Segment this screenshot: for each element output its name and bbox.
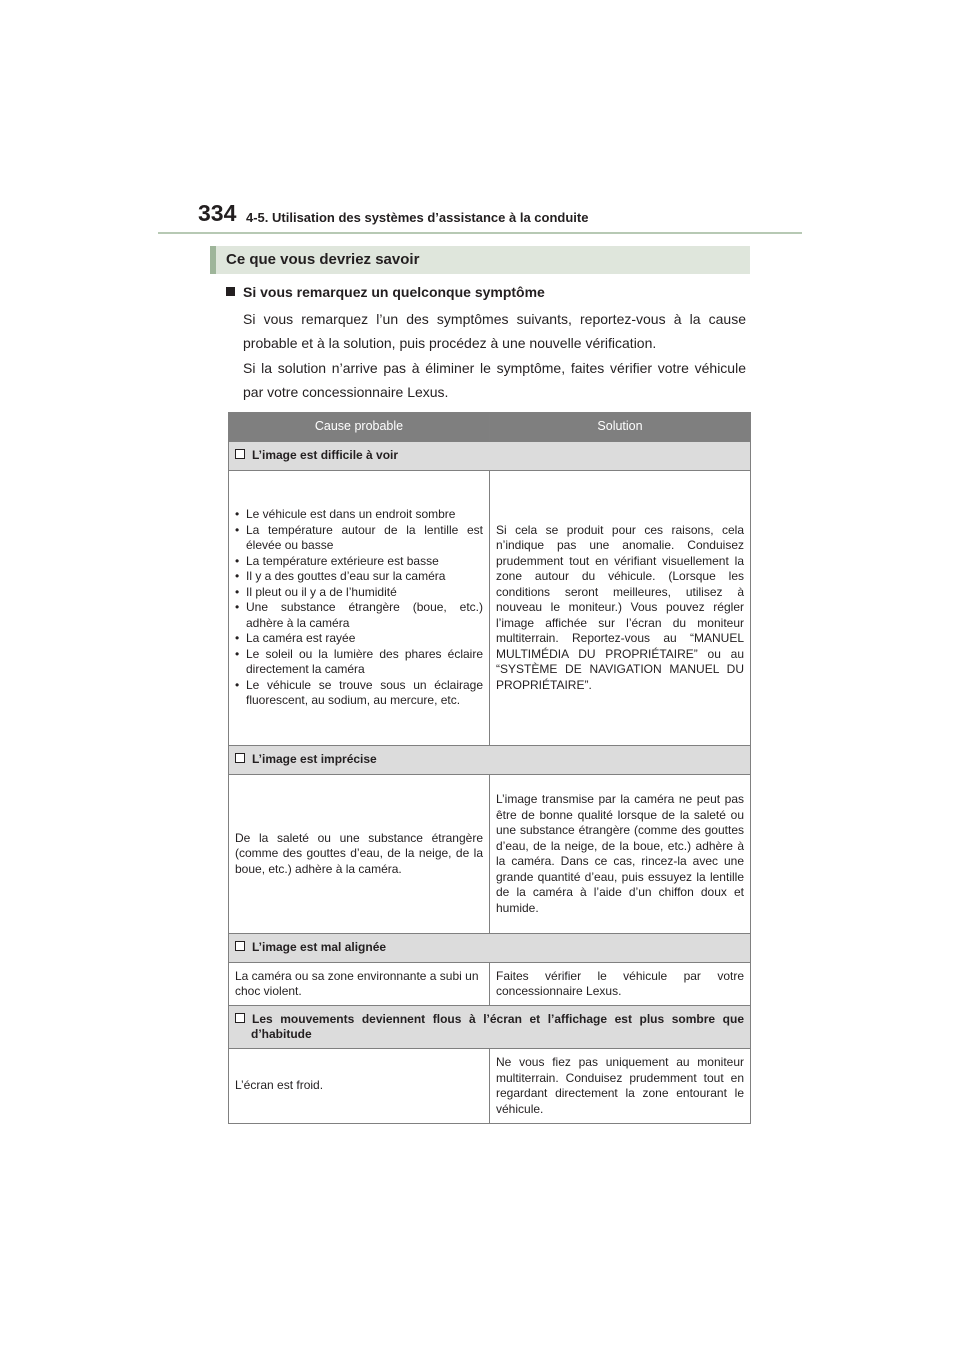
list-item: • Le véhicule se trouve sous un éclairage fluorescent, au sodium, au mercure, etc. bbox=[235, 678, 483, 709]
checkbox-icon bbox=[235, 753, 245, 763]
table-row bbox=[229, 1049, 751, 1124]
column-header-solution: Solution bbox=[490, 413, 751, 442]
paragraph: Si la solution n’arrive pas à éliminer le symptôme, faites vérifier votre véhicule par votre concessionnaire Lexus. bbox=[243, 360, 746, 400]
paragraph: Si vous remarquez l’un des symptômes suivants, reportez-vous à la cause probable et à la solution, puis procédez à une nouvelle vérification. bbox=[243, 311, 746, 351]
section-title-text: L’image est imprécise bbox=[252, 752, 377, 767]
list-item: • La température extérieure est basse bbox=[235, 554, 483, 570]
info-box bbox=[210, 246, 750, 274]
square-bullet-icon bbox=[226, 287, 235, 296]
section-title-text: Les mouvements deviennent flous à l’écran et l’affichage est plus sombre que d’habitude bbox=[251, 1011, 744, 1041]
list-item: • La température autour de la lentille est élevée ou basse bbox=[235, 523, 483, 554]
table-row bbox=[229, 775, 751, 934]
list-item: • Le véhicule est dans un endroit sombre bbox=[235, 507, 483, 523]
table-row bbox=[229, 963, 751, 1006]
list-item: • Le soleil ou la lumière des phares éclaire directement la caméra bbox=[235, 647, 483, 678]
troubleshooting-table bbox=[228, 412, 751, 1124]
column-header-cause: Cause probable bbox=[229, 413, 490, 442]
solution-cell: Si cela se produit pour ces raisons, cela n’indique pas une anomalie. Conduisez prudemment tout en vérifiant visuellement la zone autour du véhicule. (Lorsque les conditions seront meilleures, utilisez à nouveau le moniteur.) Vous pouvez régler l’image affichée sur l’écran du moniteur multiterrain. Reportez-vous au “MANUEL MULTIMÉDIA DU PROPRIÉTAIRE” ou au “SYSTÈME DE NAVIGATION MANUEL DU PROPRIÉTAIRE”. bbox=[490, 471, 751, 746]
header-divider bbox=[158, 232, 802, 234]
page-header bbox=[198, 200, 800, 236]
section-title-text: L’image est difficile à voir bbox=[252, 448, 399, 463]
section-title-text: L’image est mal alignée bbox=[252, 940, 387, 955]
cause-cell: La caméra ou sa zone environnante a subi un choc violent. bbox=[229, 963, 490, 1006]
list-item: • Il y a des gouttes d’eau sur la caméra bbox=[235, 569, 483, 585]
list-item: • Il pleut ou il y a de l’humidité bbox=[235, 585, 483, 601]
table-section-row bbox=[229, 1006, 751, 1049]
list-item: • La caméra est rayée bbox=[235, 631, 483, 647]
table-section-row bbox=[229, 934, 751, 963]
list-item: • Une substance étrangère (boue, etc.) adhère à la caméra bbox=[235, 600, 483, 631]
section-title: 4-5. Utilisation des systèmes d’assistance à la conduite bbox=[246, 210, 589, 225]
subheading-text: Si vous remarquez un quelconque symptôme bbox=[243, 284, 545, 300]
table-section-row bbox=[229, 746, 751, 775]
checkbox-icon bbox=[235, 941, 245, 951]
subheading bbox=[226, 284, 545, 300]
table-section-row bbox=[229, 442, 751, 471]
info-box-title: Ce que vous devriez savoir bbox=[226, 251, 420, 268]
page-number: 334 bbox=[198, 200, 237, 226]
checkbox-icon bbox=[235, 1013, 245, 1023]
table-row bbox=[229, 471, 751, 746]
table-header-row bbox=[229, 413, 751, 442]
cause-cell bbox=[229, 471, 490, 746]
solution-cell: L’image transmise par la caméra ne peut pas être de bonne qualité lorsque de la saleté ou une substance étrangère (comme des gouttes d’eau, de la neige, de la boue, etc.) adhère à la caméra. Dans ce cas, rincez-la avec une grande quantité d’eau, puis essuyez la lentille de la caméra à l’aide d’un chiffon doux et humide. bbox=[490, 775, 751, 934]
checkbox-icon bbox=[235, 449, 245, 459]
solution-cell: Ne vous fiez pas uniquement au moniteur multiterrain. Conduisez prudemment tout en regardant directement la zone entourant le véhicule. bbox=[490, 1049, 751, 1124]
solution-cell: Faites vérifier le véhicule par votre concessionnaire Lexus. bbox=[490, 963, 751, 1006]
cause-cell: De la saleté ou une substance étrangère (comme des gouttes d’eau, de la neige, de la boue, etc.) adhère à la caméra. bbox=[229, 775, 490, 934]
cause-cell: L’écran est froid. bbox=[229, 1049, 490, 1124]
cause-list bbox=[235, 507, 483, 709]
